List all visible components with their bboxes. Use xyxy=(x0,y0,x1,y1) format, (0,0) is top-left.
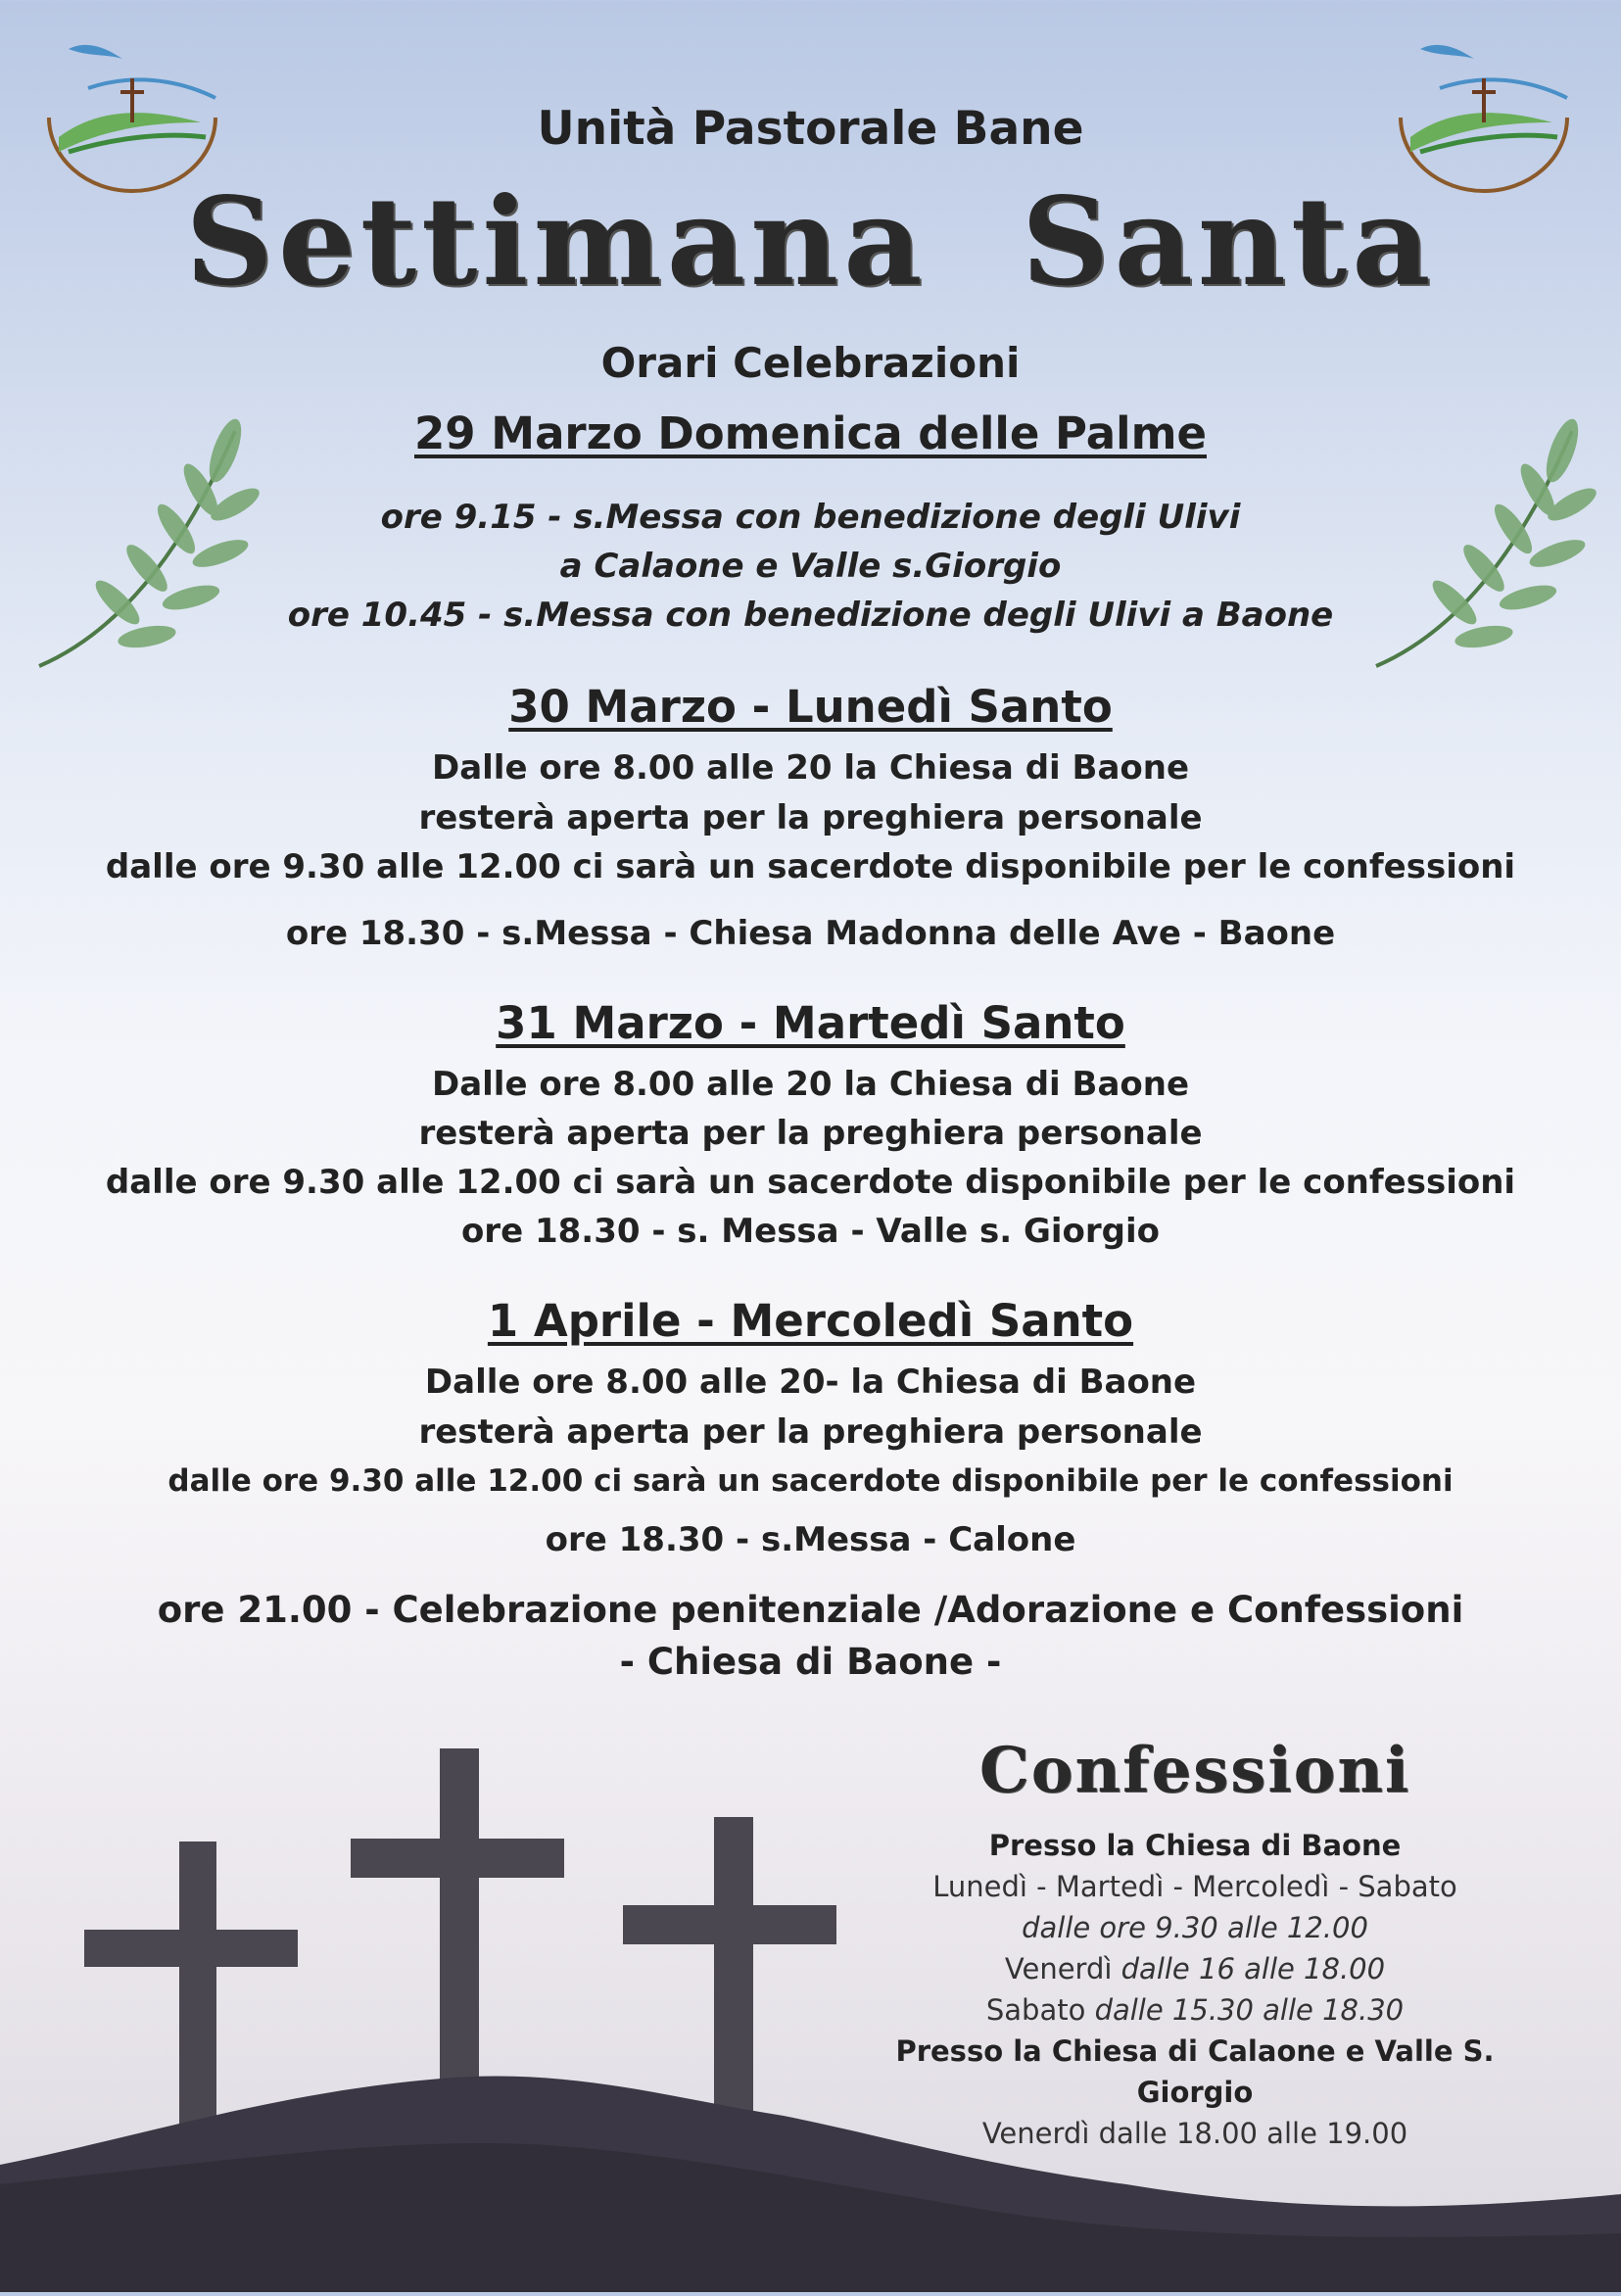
confessioni-venerdi-hours: dalle 16 alle 18.00 xyxy=(1120,1952,1386,1985)
confessioni-other-hours: Venerdì dalle 18.00 alle 19.00 xyxy=(981,2117,1408,2150)
day-line: Dalle ore 8.00 alle 20 la Chiesa di Baone xyxy=(431,1065,1190,1104)
day-line: dalle ore 9.30 alle 12.00 ci sarà un sacerdote disponibile per le confessioni xyxy=(167,1463,1454,1499)
confessioni-sabato-label: Sabato xyxy=(985,1993,1086,2027)
confessioni-other-heading: Presso la Chiesa di Calaone e Valle S. Giorgio xyxy=(895,2034,1495,2109)
day-line: ore 18.30 - s. Messa - Valle s. Giorgio xyxy=(460,1212,1161,1251)
day-heading-tuesday: 31 Marzo - Martedì Santo xyxy=(496,997,1125,1049)
confessioni-baone-hours: dalle ore 9.30 alle 12.00 xyxy=(1022,1911,1368,1944)
day-line: resterà aperta per la preghiera personale xyxy=(418,1114,1203,1153)
day-line: Dalle ore 8.00 alle 20 la Chiesa di Baone xyxy=(431,748,1190,788)
confessioni-venerdi xyxy=(852,1948,1538,1989)
day-line: ore 9.15 - s.Messa con benedizione degli Ulivi xyxy=(380,498,1241,537)
page-title: Settimana Santa xyxy=(185,171,1436,313)
confessioni-title: Confessioni xyxy=(978,1734,1411,1807)
schedule-label: Orari Celebrazioni xyxy=(600,339,1021,387)
day-line: dalle ore 9.30 alle 12.00 ci sarà un sacerdote disponibile per le confessioni xyxy=(105,847,1516,886)
confessioni-sabato xyxy=(852,1989,1538,2031)
confessioni-section xyxy=(852,1734,1538,2154)
day-line: resterà aperta per la preghiera personale xyxy=(418,1412,1203,1452)
confessioni-sabato-hours: dalle 15.30 alle 18.30 xyxy=(1094,1993,1405,2027)
day-line: ore 21.00 - Celebrazione penitenziale /Adorazione e Confessioni xyxy=(157,1589,1464,1631)
confessioni-baone-days: Lunedì - Martedì - Mercoledì - Sabato xyxy=(932,1870,1457,1903)
day-line: ore 18.30 - s.Messa - Chiesa Madonna delle Ave - Baone xyxy=(285,914,1336,953)
day-line: - Chiesa di Baone - xyxy=(619,1641,1002,1683)
day-line: ore 10.45 - s.Messa con benedizione degli Ulivi a Baone xyxy=(287,596,1334,635)
day-line: ore 18.30 - s.Messa - Calone xyxy=(545,1520,1076,1559)
parish-name: Unità Pastorale Bane xyxy=(537,102,1084,156)
day-line: dalle ore 9.30 alle 12.00 ci sarà un sacerdote disponibile per le confessioni xyxy=(105,1163,1516,1202)
day-line: a Calaone e Valle s.Giorgio xyxy=(559,547,1062,586)
confessioni-venerdi-label: Venerdì xyxy=(1004,1952,1113,1985)
day-heading-monday: 30 Marzo - Lunedì Santo xyxy=(508,681,1113,733)
day-heading-palm-sunday: 29 Marzo Domenica delle Palme xyxy=(414,407,1207,459)
day-line: Dalle ore 8.00 alle 20- la Chiesa di Baone xyxy=(424,1363,1197,1402)
day-line: resterà aperta per la preghiera personale xyxy=(418,798,1203,837)
day-heading-wednesday: 1 Aprile - Mercoledì Santo xyxy=(487,1295,1134,1347)
confessioni-baone-heading: Presso la Chiesa di Baone xyxy=(988,1829,1402,1862)
